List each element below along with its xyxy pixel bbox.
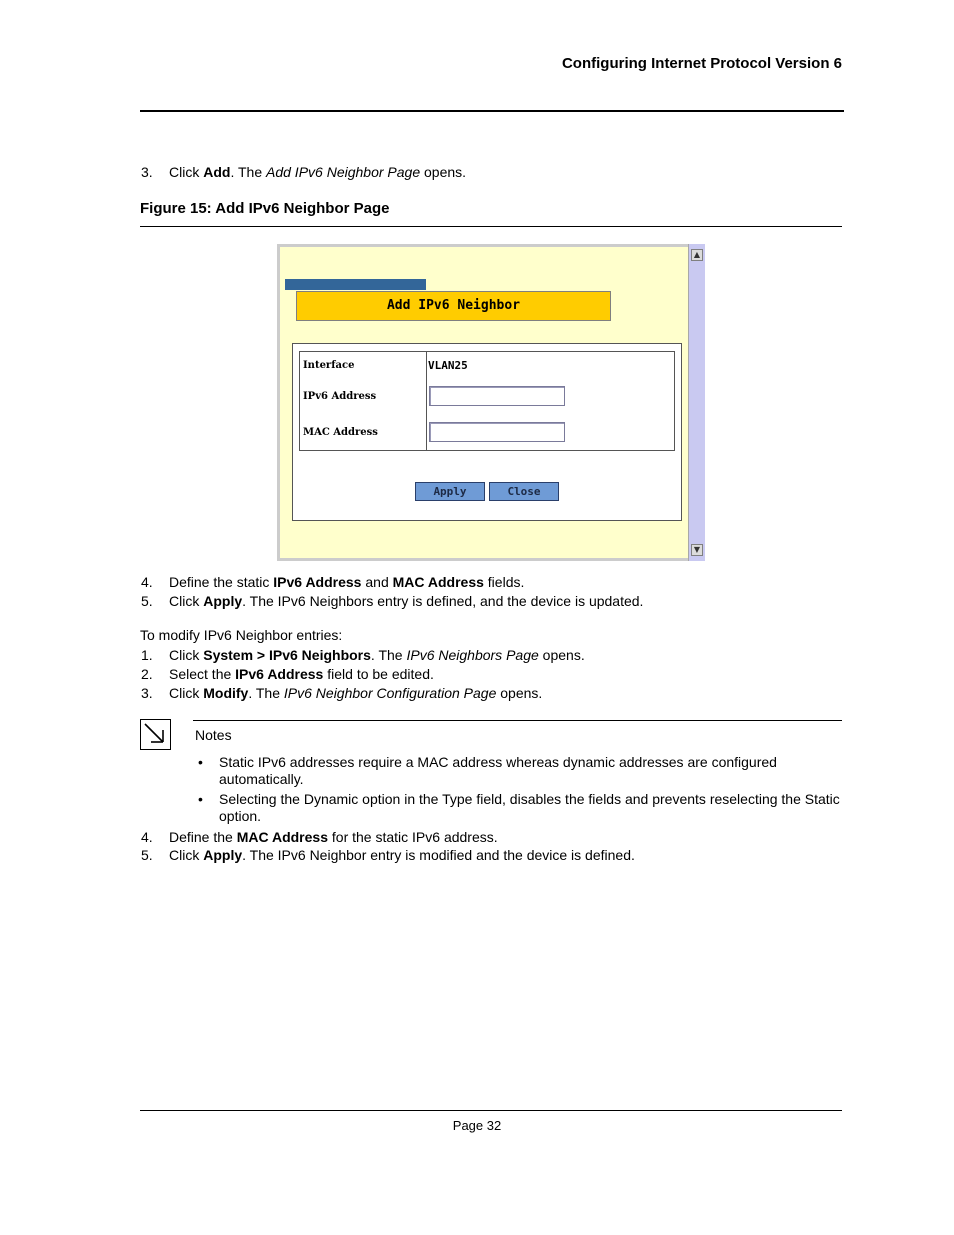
- bullet-marker: •: [198, 754, 203, 770]
- text-run-bold: Apply: [203, 847, 243, 863]
- step-number: 4.: [141, 829, 153, 845]
- notes-rule: [193, 720, 842, 721]
- note-icon: [140, 719, 171, 750]
- text-run-bold: IPv6 Address: [273, 574, 362, 590]
- text-run-bold: Apply: [203, 593, 243, 609]
- apply-button[interactable]: Apply: [415, 482, 485, 501]
- text-run: field to be edited.: [323, 666, 434, 682]
- interface-label: Interface: [303, 360, 355, 371]
- text-run: and: [361, 574, 393, 590]
- scroll-up-icon[interactable]: ▲: [691, 249, 703, 261]
- text-run: . The: [248, 685, 284, 701]
- text-run: fields.: [483, 574, 525, 590]
- step-number: 2.: [141, 666, 153, 682]
- footer-rule: [140, 1110, 842, 1111]
- text-run: . The: [230, 164, 266, 180]
- note-item-line: Static IPv6 addresses require a MAC address whereas dynamic addresses are configured: [219, 754, 777, 770]
- text-run: for the static IPv6 address.: [328, 829, 498, 845]
- text-run-bold: MAC Address: [392, 574, 484, 590]
- step-number: 1.: [141, 647, 153, 663]
- scroll-down-icon[interactable]: ▼: [691, 544, 703, 556]
- text-run: opens.: [496, 685, 543, 701]
- mac-address-input[interactable]: [429, 422, 565, 442]
- text-run: Define the static: [169, 574, 274, 590]
- step-number: 3.: [141, 164, 153, 180]
- text-run-bold: IPv6 Address: [235, 666, 324, 682]
- text-run: opens.: [420, 164, 467, 180]
- text-run: Click: [169, 847, 204, 863]
- column-divider: [426, 352, 427, 450]
- ipv6-address-input[interactable]: [429, 386, 565, 406]
- notes-title: Notes: [195, 727, 232, 743]
- page-number: Page 32: [452, 1118, 502, 1133]
- window-content: [280, 247, 688, 558]
- step-text: [169, 163, 466, 182]
- step-text: [169, 684, 542, 703]
- vertical-scrollbar[interactable]: [688, 244, 705, 561]
- window-title: Add IPv6 Neighbor: [296, 291, 611, 321]
- close-button[interactable]: Close: [489, 482, 559, 501]
- step-text: [169, 846, 635, 865]
- text-run-bold: MAC Address: [236, 829, 328, 845]
- text-run-italic: IPv6 Neighbor Configuration Page: [283, 685, 497, 701]
- text-run: Define the: [169, 829, 237, 845]
- text-run-bold: Add: [203, 164, 231, 180]
- note-item-line: option.: [219, 808, 262, 824]
- step-text: [169, 665, 434, 684]
- text-run: Click: [169, 164, 204, 180]
- note-item-line: Selecting the Dynamic option in the Type field, disables the fields and prevents reselecting the Static: [219, 791, 840, 807]
- text-run: . The IPv6 Neighbor entry is modified and the device is defined.: [242, 847, 635, 863]
- interface-value: VLAN25: [428, 359, 468, 372]
- text-run-bold: System > IPv6 Neighbors: [203, 647, 371, 663]
- mac-address-label: MAC Address: [303, 427, 378, 438]
- text-run-italic: IPv6 Neighbors Page: [406, 647, 539, 663]
- step-number: 5.: [141, 593, 153, 609]
- step-number: 4.: [141, 574, 153, 590]
- header-rule: [140, 110, 844, 112]
- figure-caption: Figure 15: Add IPv6 Neighbor Page: [140, 200, 390, 217]
- text-run: Select the: [169, 666, 236, 682]
- step-text: [169, 828, 498, 847]
- text-run: . The IPv6 Neighbors entry is defined, and the device is updated.: [242, 593, 644, 609]
- modify-intro: To modify IPv6 Neighbor entries:: [140, 627, 343, 643]
- form-table: [299, 351, 675, 451]
- text-run: Click: [169, 593, 204, 609]
- caption-rule: [140, 226, 842, 227]
- text-run: Click: [169, 685, 204, 701]
- text-run-bold: Modify: [203, 685, 249, 701]
- form-panel: [292, 343, 682, 521]
- step-number: 3.: [141, 685, 153, 701]
- step-text: [169, 573, 524, 592]
- step-text: [169, 592, 643, 611]
- text-run: opens.: [538, 647, 585, 663]
- bullet-marker: •: [198, 791, 203, 807]
- step-number: 5.: [141, 847, 153, 863]
- running-header-title: Configuring Internet Protocol Version 6: [561, 55, 842, 72]
- text-run: Click: [169, 647, 204, 663]
- text-run-italic: Add IPv6 Neighbor Page: [266, 164, 421, 180]
- note-item-line: automatically.: [219, 771, 304, 787]
- ipv6-address-label: IPv6 Address: [303, 391, 377, 402]
- window-tab-bar: [285, 279, 426, 290]
- figure-screenshot: [277, 244, 705, 561]
- text-run: . The: [370, 647, 407, 663]
- step-text: [169, 646, 585, 665]
